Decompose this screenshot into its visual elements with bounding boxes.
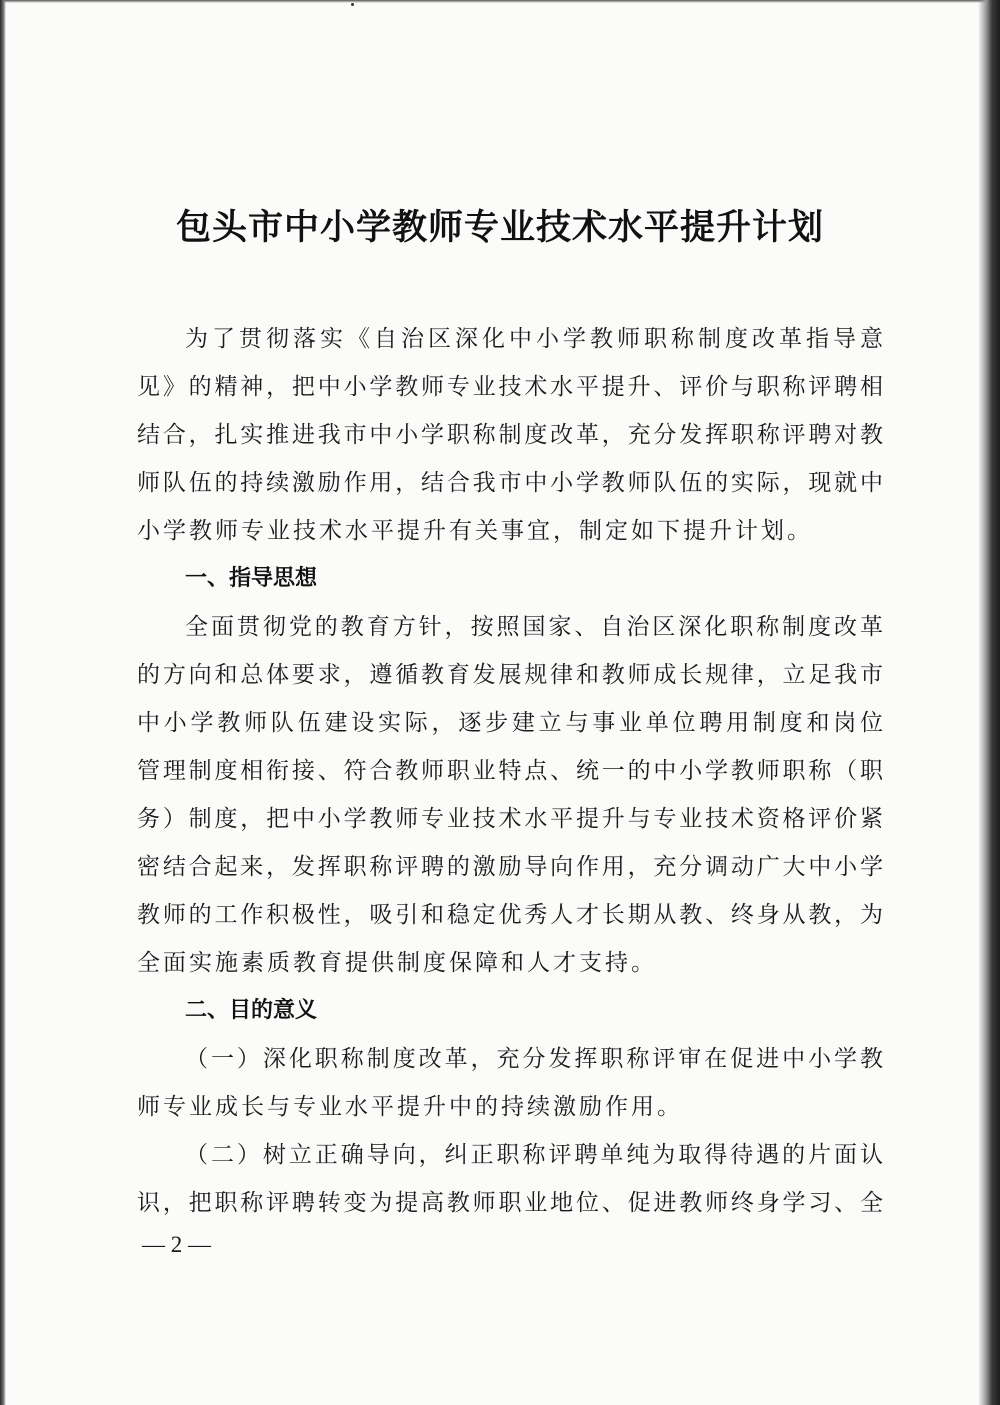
section2-item1-line: 师专业成长与专业水平提升中的持续激励作用。 xyxy=(137,1094,683,1120)
section1-line: 中小学教师队伍建设实际，逐步建立与事业单位聘用制度和岗位 xyxy=(137,710,883,736)
intro-line: 师队伍的持续激励作用，结合我市中小学教师队伍的实际，现就中 xyxy=(137,470,883,496)
section1-line: 管理制度相衔接、符合教师职业特点、统一的中小学教师职称（职 xyxy=(137,758,883,784)
document-title: 包头市中小学教师专业技术水平提升计划 xyxy=(175,208,824,248)
intro-line: 小学教师专业技术水平提升有关事宜，制定如下提升计划。 xyxy=(137,518,813,544)
page-number: — 2 — xyxy=(142,1232,211,1257)
section2-item1-line: （一）深化职称制度改革，充分发挥职称评审在促进中小学教 xyxy=(185,1046,883,1072)
scan-edge-top xyxy=(0,0,1000,3)
section2-item2-line: （二）树立正确导向，纠正职称评聘单纯为取得待遇的片面认 xyxy=(185,1142,883,1168)
section1-line: 全面贯彻党的教育方针，按照国家、自治区深化职称制度改革 xyxy=(185,614,883,640)
document-body xyxy=(137,315,883,1227)
intro-line: 为了贯彻落实《自治区深化中小学教师职称制度改革指导意 xyxy=(185,326,883,352)
section2-item2-line: 识，把职称评聘转变为提高教师职业地位、促进教师终身学习、全 xyxy=(137,1190,883,1216)
section1-line: 密结合起来，发挥职称评聘的激励导向作用，充分调动广大中小学 xyxy=(137,854,883,880)
scan-speck xyxy=(351,3,354,6)
section1-line: 教师的工作积极性，吸引和稳定优秀人才长期从教、终身从教，为 xyxy=(137,902,883,928)
section1-line: 的方向和总体要求，遵循教育发展规律和教师成长规律，立足我市 xyxy=(137,662,883,688)
intro-line: 见》的精神，把中小学教师专业技术水平提升、评价与职称评聘相 xyxy=(137,374,883,400)
section1-line: 务）制度，把中小学教师专业技术水平提升与专业技术资格评价紧 xyxy=(137,806,883,832)
section-heading-guiding-ideology: 一、指导思想 xyxy=(185,566,318,591)
section1-line: 全面实施素质教育提供制度保障和人才支持。 xyxy=(137,950,657,976)
section-heading-purpose: 二、目的意义 xyxy=(185,998,318,1023)
intro-line: 结合，扎实推进我市中小学职称制度改革，充分发挥职称评聘对教 xyxy=(137,422,883,448)
